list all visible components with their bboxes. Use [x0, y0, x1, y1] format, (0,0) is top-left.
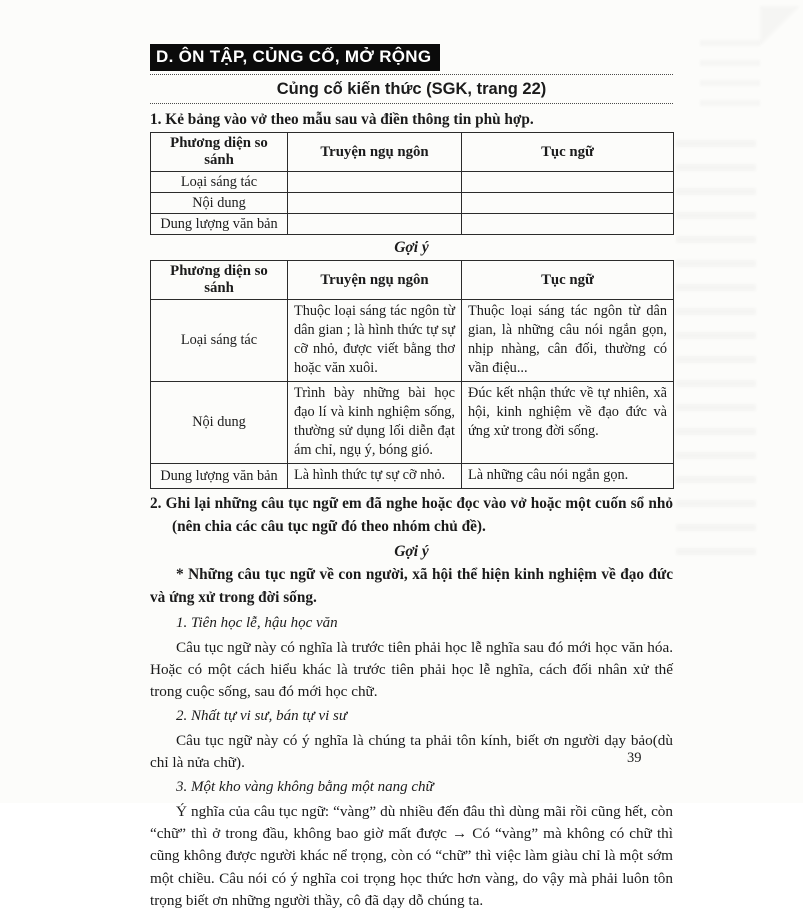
task2-label: 2. Ghi lại những câu tục ngữ em đã nghe hoặc đọc vào vở hoặc một cuốn sổ nhỏ (nên chia các câu tục ngữ đó theo nhóm chủ đề). [150, 495, 673, 535]
table-row [151, 193, 674, 214]
table-header-row [151, 261, 674, 300]
table-cell: Trình bày những bài học đạo lí và kinh nghiệm sống, thường sử dụng lối diễn đạt ám chỉ, ngụ ý, bóng gió. [288, 382, 462, 464]
page-number: 39 [627, 750, 642, 766]
empty-cell [288, 172, 462, 193]
comparison-table-answers [150, 260, 674, 489]
bleed-through-artifact [700, 40, 760, 110]
task1-label: 1. Kẻ bảng vào vở theo mẫu sau và điền thông tin phù hợp. [150, 111, 534, 128]
proverb-explanation: Câu tục ngữ này có nghĩa là trước tiên phải học lễ nghĩa sau đó mới học văn hóa. Hoặc có một cách hiểu khác là trước tiên phải học lễ nghĩa, cách đối nhân xử thế trong cuộc sống, sau đó mới học chữ. [150, 638, 673, 700]
empty-cell [288, 214, 462, 235]
column-header: Truyện ngụ ngôn [288, 133, 462, 172]
proverb-explanation: Câu tục ngữ này có ý nghĩa là chúng ta phải tôn kính, biết ơn người dạy bảo(dù chỉ là nửa chữ). [150, 731, 673, 771]
table-row [151, 300, 674, 382]
section-header: D. ÔN TẬP, CỦNG CỐ, MỞ RỘNG [150, 44, 440, 71]
table-cell: Là hình thức tự sự cỡ nhỏ. [288, 464, 462, 489]
scan-corner-artifact [760, 6, 800, 66]
row-label: Nội dung [151, 382, 288, 464]
table-cell: Là những câu nói ngắn gọn. [462, 464, 674, 489]
empty-cell [462, 172, 674, 193]
table-cell: Thuộc loại sáng tác ngôn từ dân gian, là những câu nói ngắn gọn, nhịp nhàng, cân đối, thường có vần điệu... [462, 300, 674, 382]
hint-heading: Gợi ý [394, 239, 429, 256]
empty-cell [288, 193, 462, 214]
column-header: Phương diện so sánh [151, 261, 288, 300]
column-header: Truyện ngụ ngôn [288, 261, 462, 300]
proverb-group-intro: * Những câu tục ngữ về con người, xã hội thể hiện kinh nghiệm về đạo đức và ứng xử trong đời sống. [150, 565, 673, 606]
hint-heading: Gợi ý [394, 542, 429, 560]
page-content [150, 44, 673, 912]
column-header: Tục ngữ [462, 133, 674, 172]
bleed-through-artifact [676, 140, 756, 560]
column-header: Tục ngữ [462, 261, 674, 300]
table-row [151, 172, 674, 193]
row-label: Loại sáng tác [151, 300, 288, 382]
table-row [151, 214, 674, 235]
empty-cell [462, 214, 674, 235]
proverb-title: 1. Tiên học lễ, hậu học văn [176, 614, 338, 631]
row-label: Loại sáng tác [151, 172, 288, 193]
table-cell: Thuộc loại sáng tác ngôn từ dân gian ; là hình thức tự sự cỡ nhỏ, được viết bằng thơ hoặc văn xuôi. [288, 300, 462, 382]
divider [150, 103, 673, 104]
proverb-title: 3. Một kho vàng không bằng một nang chữ [176, 779, 434, 796]
column-header: Phương diện so sánh [151, 133, 288, 172]
proverb-title: 2. Nhất tự vi sư, bán tự vi sư [176, 708, 348, 725]
table-cell: Đúc kết nhận thức về tự nhiên, xã hội, kinh nghiệm về đạo đức và ứng xử trong đời sống. [462, 382, 674, 464]
proverb-explanation: Ý nghĩa của câu tục ngữ: “vàng” dù nhiều đến đâu thì dùng mãi rồi cũng hết, còn “chữ” thì ở trong đầu, không bao giờ mất được → Có “vàng” mà không có chữ thì cũng không được người khác nể trọng, còn có “chữ” thì việc làm giàu chỉ là một sớm một chiều. Câu nói có ý nghĩa coi trọng học thức hơn vàng, do vậy mà phải luôn tôn trọng biết ơn những người thầy, cô đã dạy dỗ chúng ta. [150, 802, 673, 909]
row-label: Nội dung [151, 193, 288, 214]
row-label: Dung lượng văn bản [151, 464, 288, 489]
subsection-title: Củng cố kiến thức (SGK, trang 22) [276, 80, 547, 98]
comparison-table-blank [150, 132, 674, 235]
table-header-row [151, 133, 674, 172]
table-row [151, 382, 674, 464]
row-label: Dung lượng văn bản [151, 214, 288, 235]
table-row [151, 464, 674, 489]
empty-cell [462, 193, 674, 214]
